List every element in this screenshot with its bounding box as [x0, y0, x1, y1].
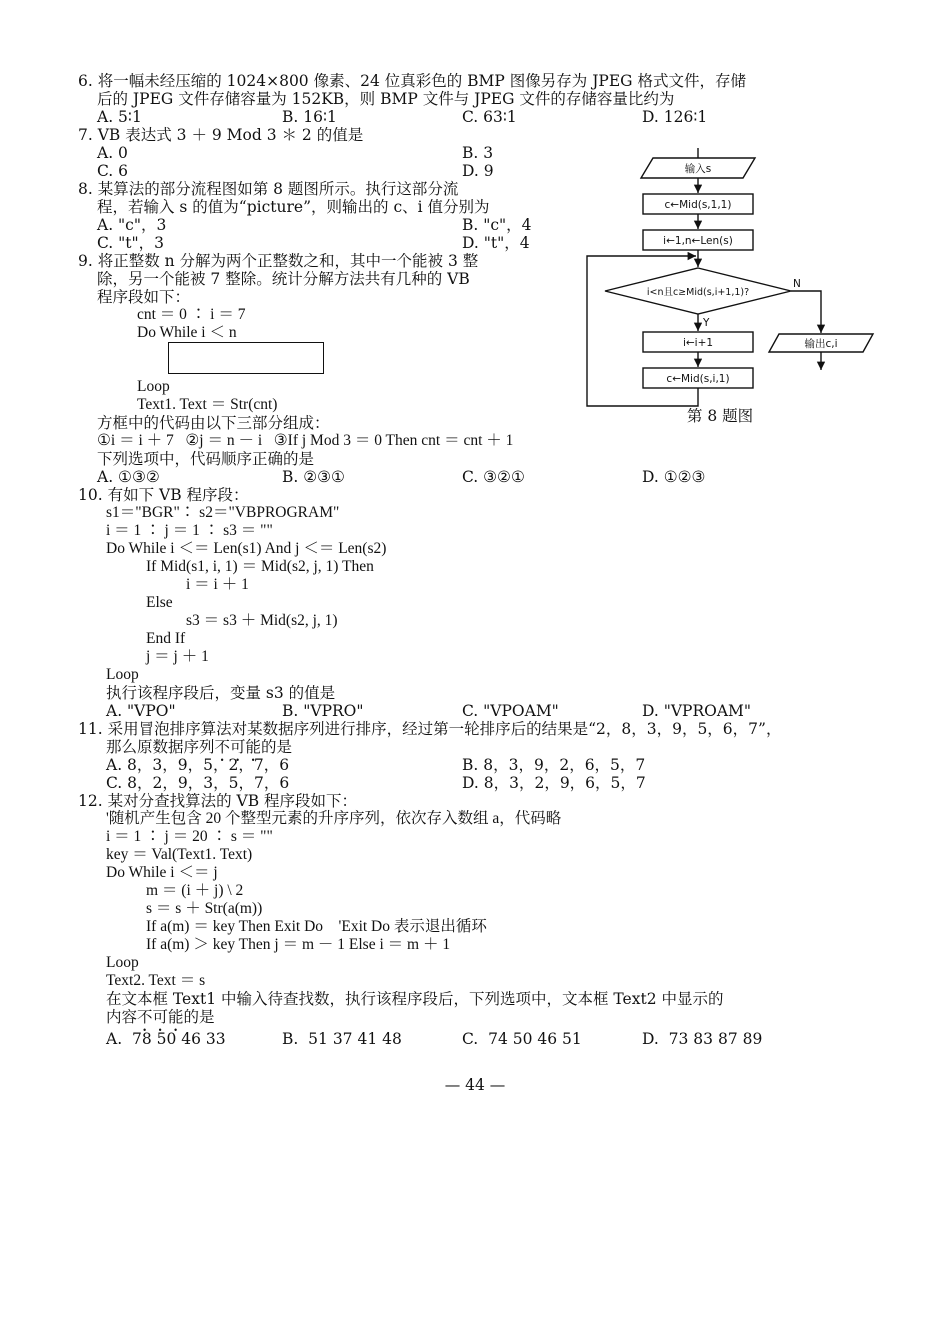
q9-option-d: D. ①②③	[642, 468, 706, 486]
q8-option-b: B. "c"，4	[462, 216, 532, 234]
q11-option-a: A. 8，3，9，5，2，7，6	[106, 756, 290, 774]
q12-option-b: B. 51 37 41 48	[282, 1030, 402, 1048]
q9-stem-line3: 程序段如下：	[97, 288, 191, 306]
q10-code-line: If Mid(s1, i, 1) ＝ Mid(s2, j, 1) Then	[146, 558, 374, 575]
q8-stem-line2: 程，若输入 s 的值为“picture”，则输出的 c、i 值分别为	[97, 198, 490, 216]
q9-code-parts: ①i ＝ i ＋ 7 ②j ＝ n － i ③If j Mod 3 ＝ 0 Then cnt ＝ cnt ＋ 1	[97, 432, 514, 449]
flow-output-label: 输出c,i	[804, 338, 838, 350]
q11-stem-line1: 11. 采用冒泡排序算法对某数据序列进行排序，经过第一轮排序后的结果是“2，8，3，9，5，6，7”，	[78, 720, 782, 738]
flow-step2-label: i←1,n←Len(s)	[663, 235, 733, 247]
q6-stem-line1: 6. 将一幅未经压缩的 1024×800 像素、24 位真彩色的 BMP 图像另存为 JPEG 格式文件，存储	[78, 72, 746, 90]
q9-code-line: Do While i ＜ n	[137, 324, 237, 341]
q10-code-line: Loop	[106, 666, 139, 683]
q11-option-c: C. 8，2，9，3，5，7，6	[106, 774, 290, 792]
flow-input-label: 输入s	[684, 163, 712, 175]
emphasis-text: 不可能	[214, 738, 262, 756]
q9-option-a: A. ①③②	[97, 468, 160, 486]
q12-code-line: Loop	[106, 954, 139, 971]
flow-step1-label: c←Mid(s,1,1)	[664, 199, 732, 211]
q6-option-b: B. 16∶1	[282, 108, 337, 126]
q7-option-a: A. 0	[97, 144, 128, 162]
q11-option-d: D. 8，3，2，9，6，5，7	[462, 774, 646, 792]
q10-code-line: s1＝"BGR"∶ s2＝"VBPROGRAM"	[106, 504, 340, 521]
q12-code-line: If a(m) ＝ key Then Exit Do 'Exit Do 表示退出循环	[146, 918, 487, 935]
q9-desc-line1: 方框中的代码由以下三部分组成：	[97, 414, 330, 432]
flow-no-label: N	[793, 278, 801, 290]
q7-stem: 7. VB 表达式 3 ＋ 9 Mod 3 ＊ 2 的值是	[78, 126, 364, 144]
q12-option-a: A. 78 50 46 33	[106, 1030, 226, 1048]
q7-option-d: D. 9	[462, 162, 494, 180]
q12-code-line: Do While i ＜＝ j	[106, 864, 218, 881]
flow-step3-label: i←i+1	[682, 337, 714, 349]
q12-code-line: i ＝ 1 ∶ j ＝ 20 ∶ s ＝ ""	[106, 828, 273, 845]
q12-stem: 12. 某对分查找算法的 VB 程序段如下：	[78, 792, 358, 810]
q9-option-b: B. ②③①	[282, 468, 345, 486]
q8-option-c: C. "t"，3	[97, 234, 165, 252]
q12-code-line: '随机产生包含 20 个整型元素的升序序列，依次存入数组 a，代码略	[106, 810, 562, 827]
emphasis-text: 不可能	[137, 1008, 184, 1026]
q12-code-line: Text2. Text ＝ s	[106, 972, 206, 989]
q6-option-d: D. 126∶1	[642, 108, 708, 126]
q8-option-d: D. "t"，4	[462, 234, 530, 252]
q10-option-a: A. "VPO"	[106, 702, 176, 720]
q6-option-c: C. 63∶1	[462, 108, 517, 126]
q8-stem-line1: 8. 某算法的部分流程图如第 8 题图所示。执行这部分流	[78, 180, 459, 198]
q12-option-d: D. 73 83 87 89	[642, 1030, 763, 1048]
q9-code-line: Text1. Text ＝ Str(cnt)	[137, 396, 278, 413]
flow-no-branch	[791, 291, 821, 333]
flow-decision-label: i<n且c≥Mid(s,i+1,1)?	[646, 287, 750, 298]
q12-code-line: If a(m) ＞ key Then j ＝ m － 1 Else i ＝ m ＋ 1	[146, 936, 451, 953]
q10-code-line: Do While i ＜＝ Len(s1) And j ＜＝ Len(s2)	[106, 540, 387, 557]
flow-step4-label: c←Mid(s,i,1)	[666, 373, 730, 385]
q9-answer-box	[168, 342, 324, 374]
q10-code-line: j ＝ j ＋ 1	[146, 648, 209, 665]
q12-code-line: key ＝ Val(Text1. Text)	[106, 846, 253, 863]
q10-code-line: i ＝ i ＋ 1	[186, 576, 249, 593]
q10-stem: 10. 有如下 VB 程序段：	[78, 486, 249, 504]
q8-flowchart	[583, 148, 883, 428]
q10-question: 执行该程序段后，变量 s3 的值是	[106, 684, 336, 702]
q10-code-line: End If	[146, 630, 186, 647]
q9-stem-line1: 9. 将正整数 n 分解为两个正整数之和，其中一个能被 3 整	[78, 252, 479, 270]
q11-stem-line2: 那么原数据序列不可能的是	[106, 738, 293, 756]
q10-code-line: Else	[146, 594, 173, 611]
flow-yes-label: Y	[703, 317, 710, 329]
q7-option-b: B. 3	[462, 144, 494, 162]
q10-option-d: D. "VPROAM"	[642, 702, 752, 720]
q12-code-line: m ＝ (i ＋ j) \ 2	[146, 882, 244, 899]
q12-option-c: C. 74 50 46 51	[462, 1030, 582, 1048]
q11-option-b: B. 8，3，9，2，6，5，7	[462, 756, 646, 774]
q8-option-a: A. "c"，3	[97, 216, 167, 234]
q10-code-line: i ＝ 1 ∶ j ＝ 1 ∶ s3 ＝ ""	[106, 522, 273, 539]
q10-code-line: s3 ＝ s3 ＋ Mid(s2, j, 1)	[186, 612, 338, 629]
q12-desc-line2: 内容不可能的是	[106, 1008, 215, 1026]
q6-option-a: A. 5∶1	[97, 108, 142, 126]
q9-code-line: Loop	[137, 378, 170, 395]
q9-desc-line2: 下列选项中，代码顺序正确的是	[97, 450, 315, 468]
q10-option-b: B. "VPRO"	[282, 702, 364, 720]
q10-option-c: C. "VPOAM"	[462, 702, 559, 720]
q7-option-c: C. 6	[97, 162, 129, 180]
page-number: — 44 —	[444, 1076, 506, 1094]
q6-stem-line2: 后的 JPEG 文件存储容量为 152KB，则 BMP 文件与 JPEG 文件的存储容量比约为	[97, 90, 675, 108]
q9-code-line: cnt ＝ 0 ∶ i ＝ 7	[137, 306, 246, 323]
q9-option-c: C. ③②①	[462, 468, 525, 486]
flowchart-caption: 第 8 题图	[686, 407, 754, 425]
q9-stem-line2: 除，另一个能被 7 整除。统计分解方法共有几种的 VB	[97, 270, 470, 288]
q12-desc-line1: 在文本框 Text1 中输入待查找数，执行该程序段后，下列选项中，文本框 Text2 中显示的	[106, 990, 724, 1008]
q12-code-line: s ＝ s ＋ Str(a(m))	[146, 900, 263, 917]
